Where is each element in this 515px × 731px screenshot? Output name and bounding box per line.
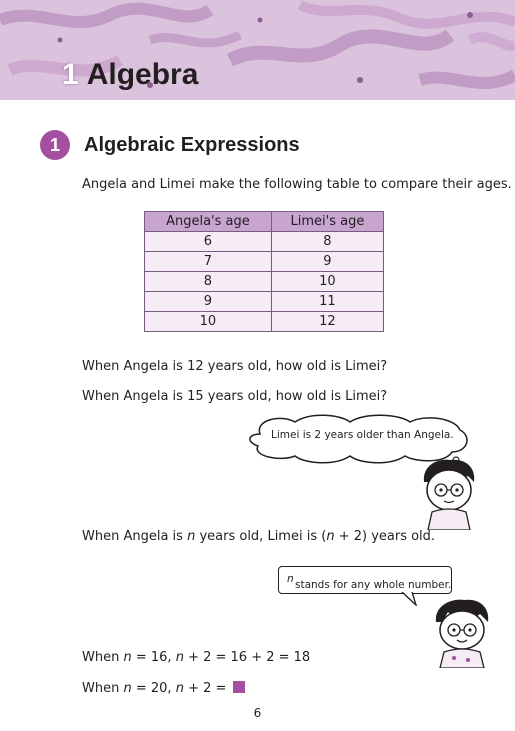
table-row [145,252,384,272]
ex2-c: + 2 = [183,681,231,696]
note-text [287,573,452,591]
table-cell: 9 [145,292,272,312]
page-number: 6 [253,706,262,720]
chapter-number: 1 [62,58,79,91]
chapter-title: Algebra [86,58,199,91]
statement-post: + 2) years old. [334,529,436,544]
age-table [144,211,384,332]
ex1-a: When [82,650,124,665]
table-row [145,312,384,332]
statement-var2: n [326,529,335,544]
question-2: When Angela is 15 years old, how old is Limei? [82,389,388,404]
header-angela: Angela's age [145,212,272,232]
note-body: stands for any whole number. [295,579,452,591]
speech-note-box [278,566,452,594]
speech-pointer [400,592,424,606]
chapter-heading [62,58,198,92]
table-header-row [145,212,384,232]
example-1 [82,650,310,665]
ex2-var1: n [123,681,132,696]
ex1-var1: n [123,650,132,665]
note-var: n [287,573,294,585]
ex2-var2: n [175,681,184,696]
ex1-c: + 2 = 16 + 2 = 18 [183,650,311,665]
ex2-a: When [82,681,124,696]
table-cell: 8 [145,272,272,292]
table-cell: 10 [271,272,383,292]
table-cell: 11 [271,292,383,312]
statement-mid: years old, Limei is ( [195,529,327,544]
header-limei: Limei's age [271,212,383,232]
table-cell: 10 [145,312,272,332]
section-number-badge: 1 [40,130,70,160]
statement-pre: When Angela is [82,529,188,544]
table-cell: 8 [271,232,383,252]
statement-var: n [187,529,196,544]
thought-bubble-text: Limei is 2 years older than Angela. [271,429,454,441]
ex2-b: = 20, [131,681,176,696]
table-row [145,232,384,252]
answer-square-icon [233,681,245,693]
table-row [145,272,384,292]
boy-character-1 [414,458,482,530]
table-row [145,292,384,312]
statement-text [82,529,435,544]
example-2 [82,681,245,696]
section-heading [40,128,300,162]
boy-character-2 [428,598,496,668]
intro-text: Angela and Limei make the following table to compare their ages. [82,177,512,192]
ex1-var2: n [175,650,184,665]
table-cell: 6 [145,232,272,252]
ex1-b: = 16, [131,650,176,665]
table-cell: 12 [271,312,383,332]
question-1: When Angela is 12 years old, how old is Limei? [82,359,388,374]
chapter-banner [0,0,515,100]
table-cell: 9 [271,252,383,272]
section-title: Algebraic Expressions [84,133,300,156]
table-cell: 7 [145,252,272,272]
